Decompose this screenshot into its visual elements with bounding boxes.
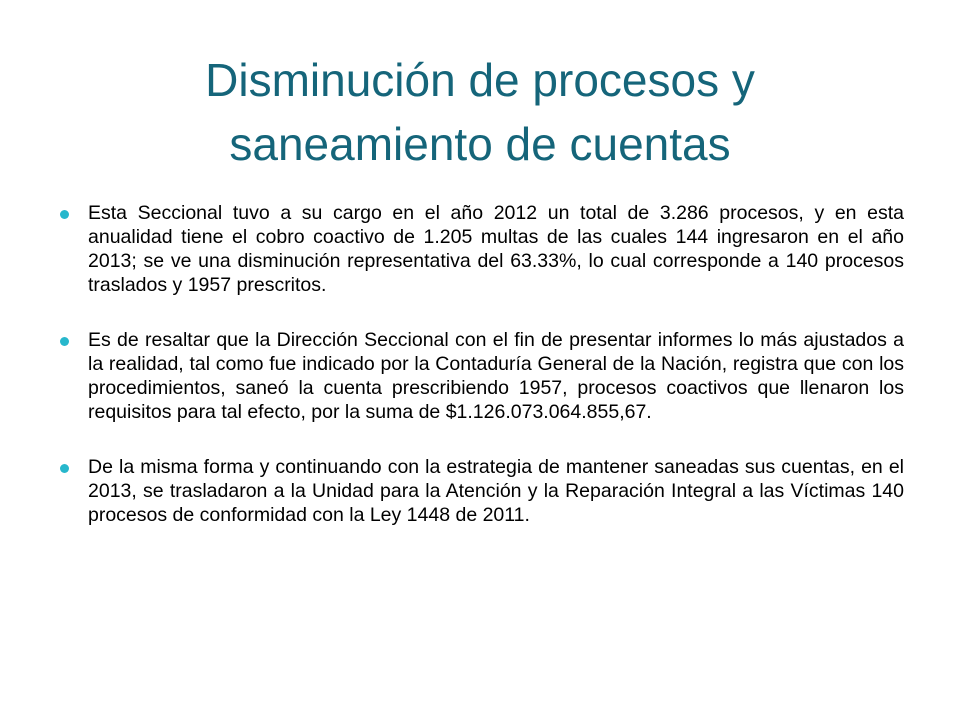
bullet-item [60,328,904,424]
bullet-item [60,455,904,527]
slide-title-line-1: Disminución de procesos y [205,54,755,106]
bullet-dot-icon [60,337,69,346]
bullet-text: Esta Seccional tuvo a su cargo en el año 2012 un total de 3.286 procesos, y en esta anualidad tiene el cobro coactivo de 1.205 multas de las cuales 144 ingresaron en el año 2013; se ve una disminución representativa del 63.33%, lo cual corresponde a 140 procesos traslados y 1957 prescritos. [88,202,904,296]
bullet-item [60,201,904,297]
bullet-dot-icon [60,210,69,219]
bullet-list [60,201,904,558]
bullet-text: Es de resaltar que la Dirección Seccional con el fin de presentar informes lo más ajustados a la realidad, tal como fue indicado por la Contaduría General de la Nación, registra que con los procedimientos, saneó la cuenta prescribiendo 1957, procesos coactivos que llenaron los requisitos para tal efecto, por la suma de $1.126.073.064.855,67. [88,329,904,423]
bullet-dot-icon [60,464,69,473]
slide-title [60,48,900,176]
slide-title-line-2: saneamiento de cuentas [229,118,731,170]
bullet-text: De la misma forma y continuando con la estrategia de mantener saneadas sus cuentas, en el 2013, se trasladaron a la Unidad para la Atención y la Reparación Integral a las Víctimas 140 procesos de conformidad con la Ley 1448 de 2011. [88,456,904,526]
